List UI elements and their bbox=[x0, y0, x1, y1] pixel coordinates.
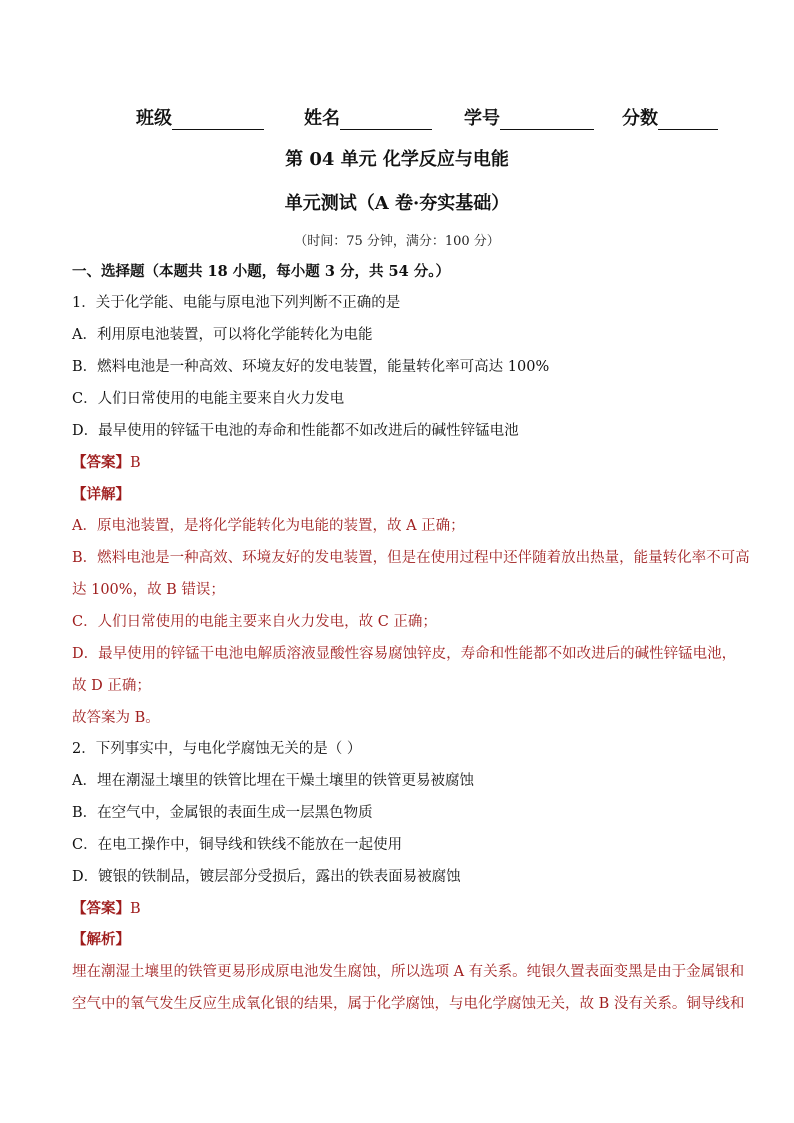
answer-label: 【答案】 bbox=[72, 454, 130, 471]
question-1-option-c: C．人们日常使用的电能主要来自火力发电 bbox=[72, 391, 345, 407]
answer-label: 【答案】 bbox=[72, 900, 130, 917]
student-info-row bbox=[136, 104, 736, 132]
answer-value: B bbox=[130, 901, 141, 917]
question-2-explain-line: 埋在潮湿土壤里的铁管更易形成原电池发生腐蚀，所以选项 A 有关系。纯银久置表面变黑是由于金属银和 bbox=[72, 964, 745, 980]
student-id-field[interactable] bbox=[464, 104, 594, 130]
question-2-answer bbox=[72, 899, 732, 919]
student-id-label: 学号 bbox=[464, 108, 500, 129]
name-label: 姓名 bbox=[304, 108, 340, 129]
question-1-explain-label: 【详解】 bbox=[72, 486, 130, 503]
question-1-stem: 1．关于化学能、电能与原电池下列判断不正确的是 bbox=[72, 295, 401, 311]
question-2-option-b: B．在空气中，金属银的表面生成一层黑色物质 bbox=[72, 805, 373, 821]
score-label: 分数 bbox=[622, 108, 658, 129]
test-subtitle: 单元测试（A 卷·夯实基础） bbox=[284, 193, 510, 214]
unit-title: 第 04 单元 化学反应与电能 bbox=[285, 149, 509, 170]
name-blank[interactable] bbox=[340, 109, 432, 130]
score-field[interactable] bbox=[622, 104, 718, 130]
question-1-option-b: B．燃料电池是一种高效、环境友好的发电装置，能量转化率可高达 100% bbox=[72, 359, 550, 375]
question-2-stem: 2．下列事实中，与电化学腐蚀无关的是（ ） bbox=[72, 741, 362, 757]
question-1-option-d: D．最早使用的锌锰干电池的寿命和性能都不如改进后的碱性锌锰电池 bbox=[72, 423, 519, 439]
name-field[interactable] bbox=[304, 104, 432, 130]
question-1-conclusion: 故答案为 B。 bbox=[72, 710, 160, 726]
score-blank[interactable] bbox=[658, 109, 718, 130]
question-1-explain-line: B．燃料电池是一种高效、环境友好的发电装置，但是在使用过程中还伴随着放出热量，能量转化率不可高 bbox=[72, 550, 750, 566]
section-heading: 一、选择题（本题共 18 小题，每小题 3 分，共 54 分。） bbox=[72, 263, 450, 280]
question-1-answer bbox=[72, 453, 732, 473]
question-1-explain-line: A．原电池装置，是将化学能转化为电能的装置，故 A 正确； bbox=[72, 518, 465, 534]
question-2-option-d: D．镀银的铁制品，镀层部分受损后，露出的铁表面易被腐蚀 bbox=[72, 869, 461, 885]
question-2-option-c: C．在电工操作中，铜导线和铁线不能放在一起使用 bbox=[72, 837, 403, 853]
class-field[interactable] bbox=[136, 104, 264, 130]
question-1-explain-line: 达 100%，故 B 错误； bbox=[72, 582, 225, 598]
question-1-explain-line: 故 D 正确； bbox=[72, 678, 151, 694]
answer-value: B bbox=[130, 455, 141, 471]
question-1-explain-line: D．最早使用的锌锰干电池电解质溶液显酸性容易腐蚀锌皮，寿命和性能都不如改进后的碱性锌锰电池， bbox=[72, 646, 737, 662]
class-label: 班级 bbox=[136, 108, 172, 129]
question-2-explain-label: 【解析】 bbox=[72, 931, 130, 948]
class-blank[interactable] bbox=[172, 109, 264, 130]
question-2-option-a: A．埋在潮湿土壤里的铁管比埋在干燥土壤里的铁管更易被腐蚀 bbox=[72, 773, 474, 789]
question-1-option-a: A．利用原电池装置，可以将化学能转化为电能 bbox=[72, 327, 373, 343]
question-2-explain-line: 空气中的氧气发生反应生成氧化银的结果，属于化学腐蚀，与电化学腐蚀无关，故 B 没有关系。铜导线和 bbox=[72, 996, 745, 1012]
question-1-explain-line: C．人们日常使用的电能主要来自火力发电，故 C 正确； bbox=[72, 614, 437, 630]
student-id-blank[interactable] bbox=[500, 109, 594, 130]
time-info: （时间：75 分钟，满分：100 分） bbox=[294, 234, 500, 249]
